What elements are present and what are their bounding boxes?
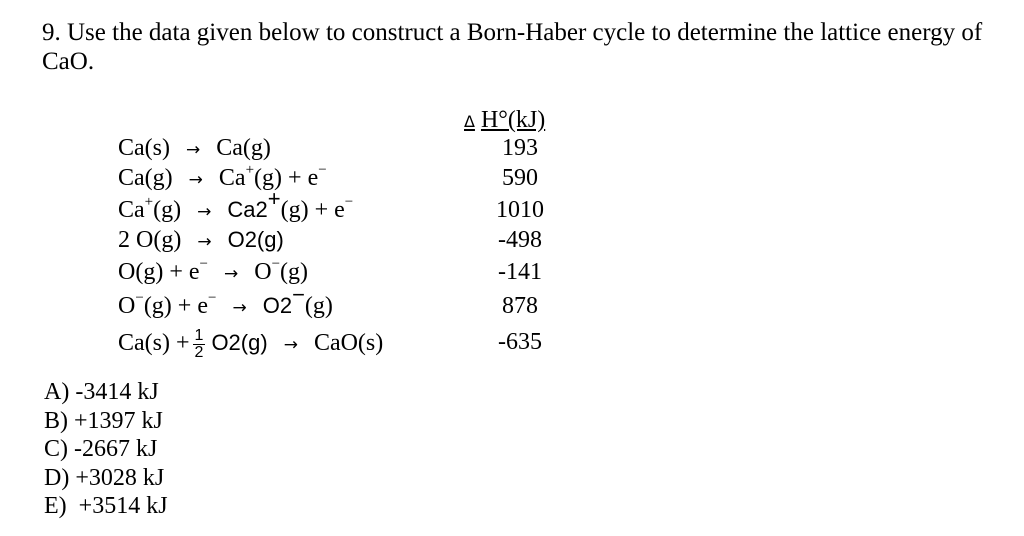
enthalpy-value: 1010: [496, 197, 544, 223]
fraction-numerator: 1: [194, 327, 204, 344]
arrow-icon: →: [197, 232, 212, 252]
charge-superscript: −: [135, 290, 144, 306]
arrow-icon: →: [188, 170, 203, 190]
electron-charge-superscript: −: [344, 194, 354, 210]
reactant-species: O(g) + e: [118, 259, 200, 285]
reaction-6: [118, 282, 333, 322]
reactant: [118, 256, 208, 285]
product-rest: (g): [304, 293, 333, 319]
product-rest: (g): [280, 259, 309, 285]
product: CaO(s): [313, 330, 384, 357]
product-species: O: [254, 259, 272, 285]
arrow-icon: →: [283, 335, 298, 356]
enthalpy-value: -141: [498, 259, 542, 285]
reaction-5: [118, 258, 308, 288]
enthalpy-value: 878: [502, 293, 538, 319]
oxygen-reactant: O2(g): [211, 330, 268, 356]
answer-choice-c: C) -2667 kJ: [44, 436, 158, 462]
enthalpy-value: 590: [502, 165, 538, 191]
enthalpy-value: -498: [498, 227, 542, 253]
enthalpy-value: 193: [502, 135, 538, 161]
reactant: [118, 290, 217, 319]
one-half-fraction: [193, 328, 206, 361]
product-species: Ca2: [227, 197, 268, 222]
answer-choice-d: D) +3028 kJ: [44, 464, 165, 491]
answer-choice-a: A) -3414 kJ: [44, 379, 159, 405]
reaction-4: [118, 226, 284, 256]
electron-charge-superscript: −: [318, 162, 327, 178]
question-text: [42, 18, 1002, 76]
product-species: O2: [262, 293, 293, 318]
reactant: Ca(s) +: [118, 330, 190, 357]
fraction-denominator: 2: [194, 344, 204, 361]
charge-superscript: +: [267, 186, 281, 211]
product: [227, 186, 354, 223]
reactant-rest: (g): [153, 197, 182, 223]
reaction-2: [118, 164, 327, 194]
arrow-icon: →: [185, 140, 201, 160]
arrow-icon: →: [197, 202, 212, 222]
charge-superscript: +: [245, 162, 255, 178]
question-line-2: CaO.: [42, 48, 95, 75]
answer-choice-b: B) +1397 kJ: [44, 407, 163, 434]
answer-choice-e: E) +3514 kJ: [44, 493, 168, 519]
electron-charge-superscript: −: [199, 256, 208, 272]
question-line-1: 9. Use the data given below to construct a Born-Haber cycle to determine the lattice energy of: [42, 19, 983, 46]
reaction-7: [118, 328, 383, 361]
enthalpy-header-text: H°(kJ): [480, 107, 546, 133]
product-species: Ca: [218, 165, 246, 191]
answer-choices: [44, 378, 168, 521]
charge-superscript: +: [144, 194, 154, 210]
reactant: Ca(g): [118, 165, 173, 191]
reactant: 2 O(g): [118, 227, 182, 253]
enthalpy-value: -635: [498, 329, 542, 355]
reactant-rest: (g) + e: [143, 293, 208, 319]
product: Ca(g): [216, 135, 271, 161]
delta-symbol: Δ: [464, 112, 475, 131]
arrow-icon: →: [223, 264, 239, 284]
reactant-species: O: [118, 293, 136, 319]
electron-charge-superscript: −: [207, 290, 217, 306]
enthalpy-column-header: [464, 106, 545, 136]
charge-superscript: −: [292, 282, 305, 307]
product-rest: (g) + e: [254, 165, 319, 191]
arrow-icon: →: [232, 298, 247, 318]
reaction-3: [118, 186, 354, 226]
charge-superscript: −: [271, 256, 281, 272]
reactant: [118, 194, 182, 223]
product: O2(g): [227, 227, 284, 252]
reactant: Ca(s): [118, 135, 170, 161]
product-rest: (g) + e: [280, 197, 345, 223]
reactant-species: Ca: [118, 197, 145, 223]
reaction-1: [118, 134, 271, 164]
product: [262, 282, 333, 319]
